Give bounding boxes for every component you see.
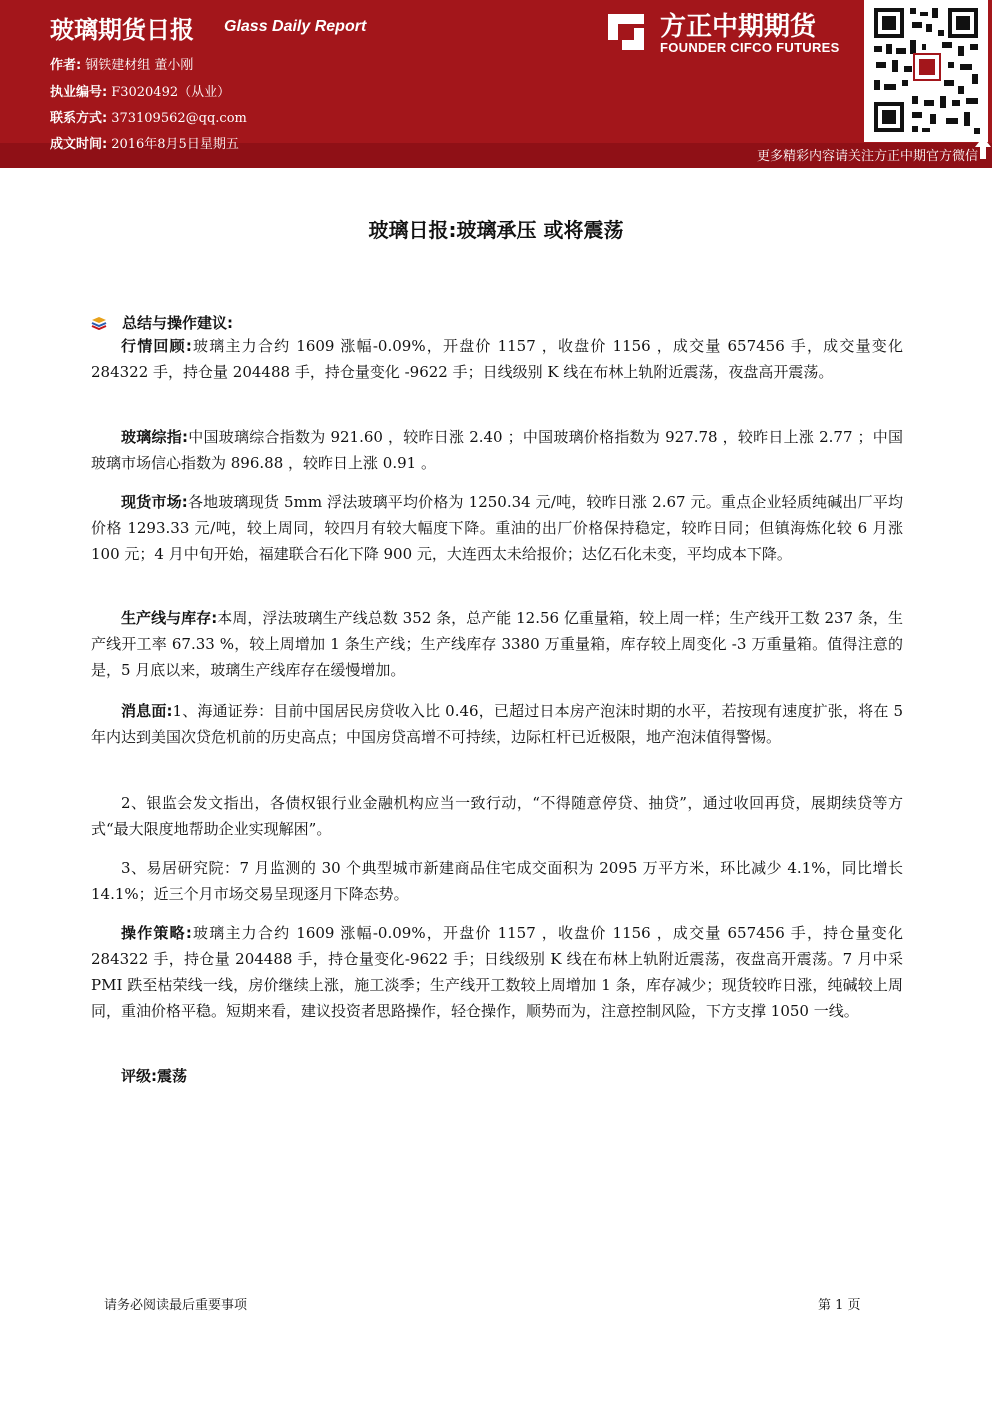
follow-wechat-text: 更多精彩内容请关注方正中期官方微信 <box>756 149 978 164</box>
paragraph-text: 3、易居研究院：7 月监测的 30 个典型城市新建商品住宅成交面积为 2095 万平方米，环比减少 4.1%，同比增长 14.1%；近三个月市场交易呈现逐月下降态势。 <box>91 859 903 903</box>
document-title: 玻璃日报:玻璃承压 或将震荡 <box>368 218 624 242</box>
paragraph-text: 各地玻璃现货 5mm 浮法玻璃平均价格为 1250.34 元/吨，较昨日涨 2.67 元。重点企业轻质纯碱出厂平均价格 1293.33 元/吨，较上周同，较四月有较大幅度下降。重油的出厂价格保持稳定，较昨日同；但镇海炼化较 6 月涨 100 元；4 月中旬开始，福建联合石化下降 900 元，大连西太未给报价；达亿石化未变，平均成本下降。 <box>91 493 904 563</box>
meta-value: F3020492（从业） <box>111 85 231 100</box>
paragraph-key: 现货市场: <box>121 493 188 511</box>
paragraph-market-review <box>91 333 903 385</box>
meta-value: 钢铁建材组 董小刚 <box>85 58 194 73</box>
meta-value: 373109562@qq.com <box>111 111 247 126</box>
paragraph-text: 玻璃主力合约 1609 涨幅-0.09%，开盘价 1157 ，收盘价 1156 ，成交量 657456 手，持仓量变化 284322 手，持仓量 204488 手，持仓量变化-9622 手；日线级别 K 线在布林上轨附近震荡，夜盘高开震荡。7 月中采 PMI 跌至枯荣线一线，房价继续上涨，施工淡季；生产线开工数较上周增加 1 条，库存减少；现货较昨日涨，纯碱较上周同，重油价格平稳。短期来看，建议投资者思路操作，轻仓操作，顺势而为，注意控制风险，下方支撑 1050 一线。 <box>91 924 904 1020</box>
paragraph-rating <box>91 1063 903 1089</box>
qr-code-icon <box>864 0 988 142</box>
meta-label: 成文时间: <box>50 137 108 152</box>
footer-notice: 请务必阅读最后重要事项 <box>104 1298 248 1313</box>
paragraph-key: 操作策略: <box>121 924 192 942</box>
report-title-cn: 玻璃期货日报 <box>50 16 194 44</box>
arrow-up-icon <box>974 136 992 160</box>
paragraph-key: 评级: <box>121 1067 157 1085</box>
report-title-en: Glass Daily Report <box>224 18 367 35</box>
founder-logo-icon <box>604 10 648 54</box>
brand-name-cn: 方正中期期货 <box>660 12 817 42</box>
paragraph-news-3 <box>91 855 903 907</box>
paragraph-key: 生产线与库存: <box>121 609 218 627</box>
paragraph-strategy <box>91 920 903 1024</box>
meta-license <box>50 81 230 100</box>
paragraph-text: 2、银监会发文指出，各债权银行业金融机构应当一致行动，“不得随意停贷、抽贷”，通过收回再贷，展期续贷等方式“最大限度地帮助企业实现解困”。 <box>91 794 903 838</box>
paragraph-spot-market <box>91 489 903 567</box>
meta-value: 2016年8月5日星期五 <box>111 137 239 152</box>
meta-author <box>50 54 193 73</box>
paragraph-text: 玻璃主力合约 1609 涨幅-0.09%，开盘价 1157 ，收盘价 1156 ，成交量 657456 手，成交量变化 284322 手，持仓量 204488 手，持仓量变化 -9622 手；日线级别 K 线在布林上轨附近震荡，夜盘高开震荡。 <box>91 337 904 381</box>
paragraph-glass-index <box>91 424 903 476</box>
page-number: 第 1 页 <box>818 1298 861 1313</box>
paragraph-key: 消息面: <box>121 702 173 720</box>
paragraph-text: 本周，浮法玻璃生产线总数 352 条，总产能 12.56 亿重量箱，较上周一样；生产线开工数 237 条，生产线开工率 67.33 %，较上周增加 1 条生产线；生产线库存 3380 万重量箱，库存较上周变化 -3 万重量箱。值得注意的是，5 月底以来，玻璃生产线库存在缓慢增加。 <box>91 609 903 679</box>
section-heading-text: 总结与操作建议: <box>122 314 233 332</box>
meta-date <box>50 133 239 152</box>
brand-name-en: FOUNDER CIFCO FUTURES <box>660 40 840 55</box>
paragraph-key: 行情回顾: <box>121 337 192 355</box>
paragraph-production-inventory <box>91 605 903 683</box>
paragraph-news <box>91 698 903 750</box>
meta-label: 联系方式: <box>50 111 108 126</box>
section-heading <box>90 312 233 333</box>
paragraph-news-2 <box>91 790 903 842</box>
paragraph-text: 中国玻璃综合指数为 921.60 ，较昨日涨 2.40 ；中国玻璃价格指数为 927.78 ，较昨日上涨 2.77 ；中国玻璃市场信心指数为 896.88 ，较昨日上涨 0.91 。 <box>91 428 903 472</box>
rating-value: 震荡 <box>157 1067 188 1085</box>
paragraph-text: 1、海通证券：目前中国居民房贷收入比 0.46，已超过日本房产泡沫时期的水平，若按现有速度扩张，将在 5 年内达到美国次贷危机前的历史高点；中国房贷高增不可持续，边际杠杆已近极限，地产泡沫值得警惕。 <box>91 702 903 746</box>
meta-label: 作者: <box>50 58 82 73</box>
paragraph-key: 玻璃综指: <box>121 428 188 446</box>
meta-label: 执业编号: <box>50 85 108 100</box>
bullet-stack-icon <box>90 316 108 330</box>
meta-contact <box>50 107 247 126</box>
